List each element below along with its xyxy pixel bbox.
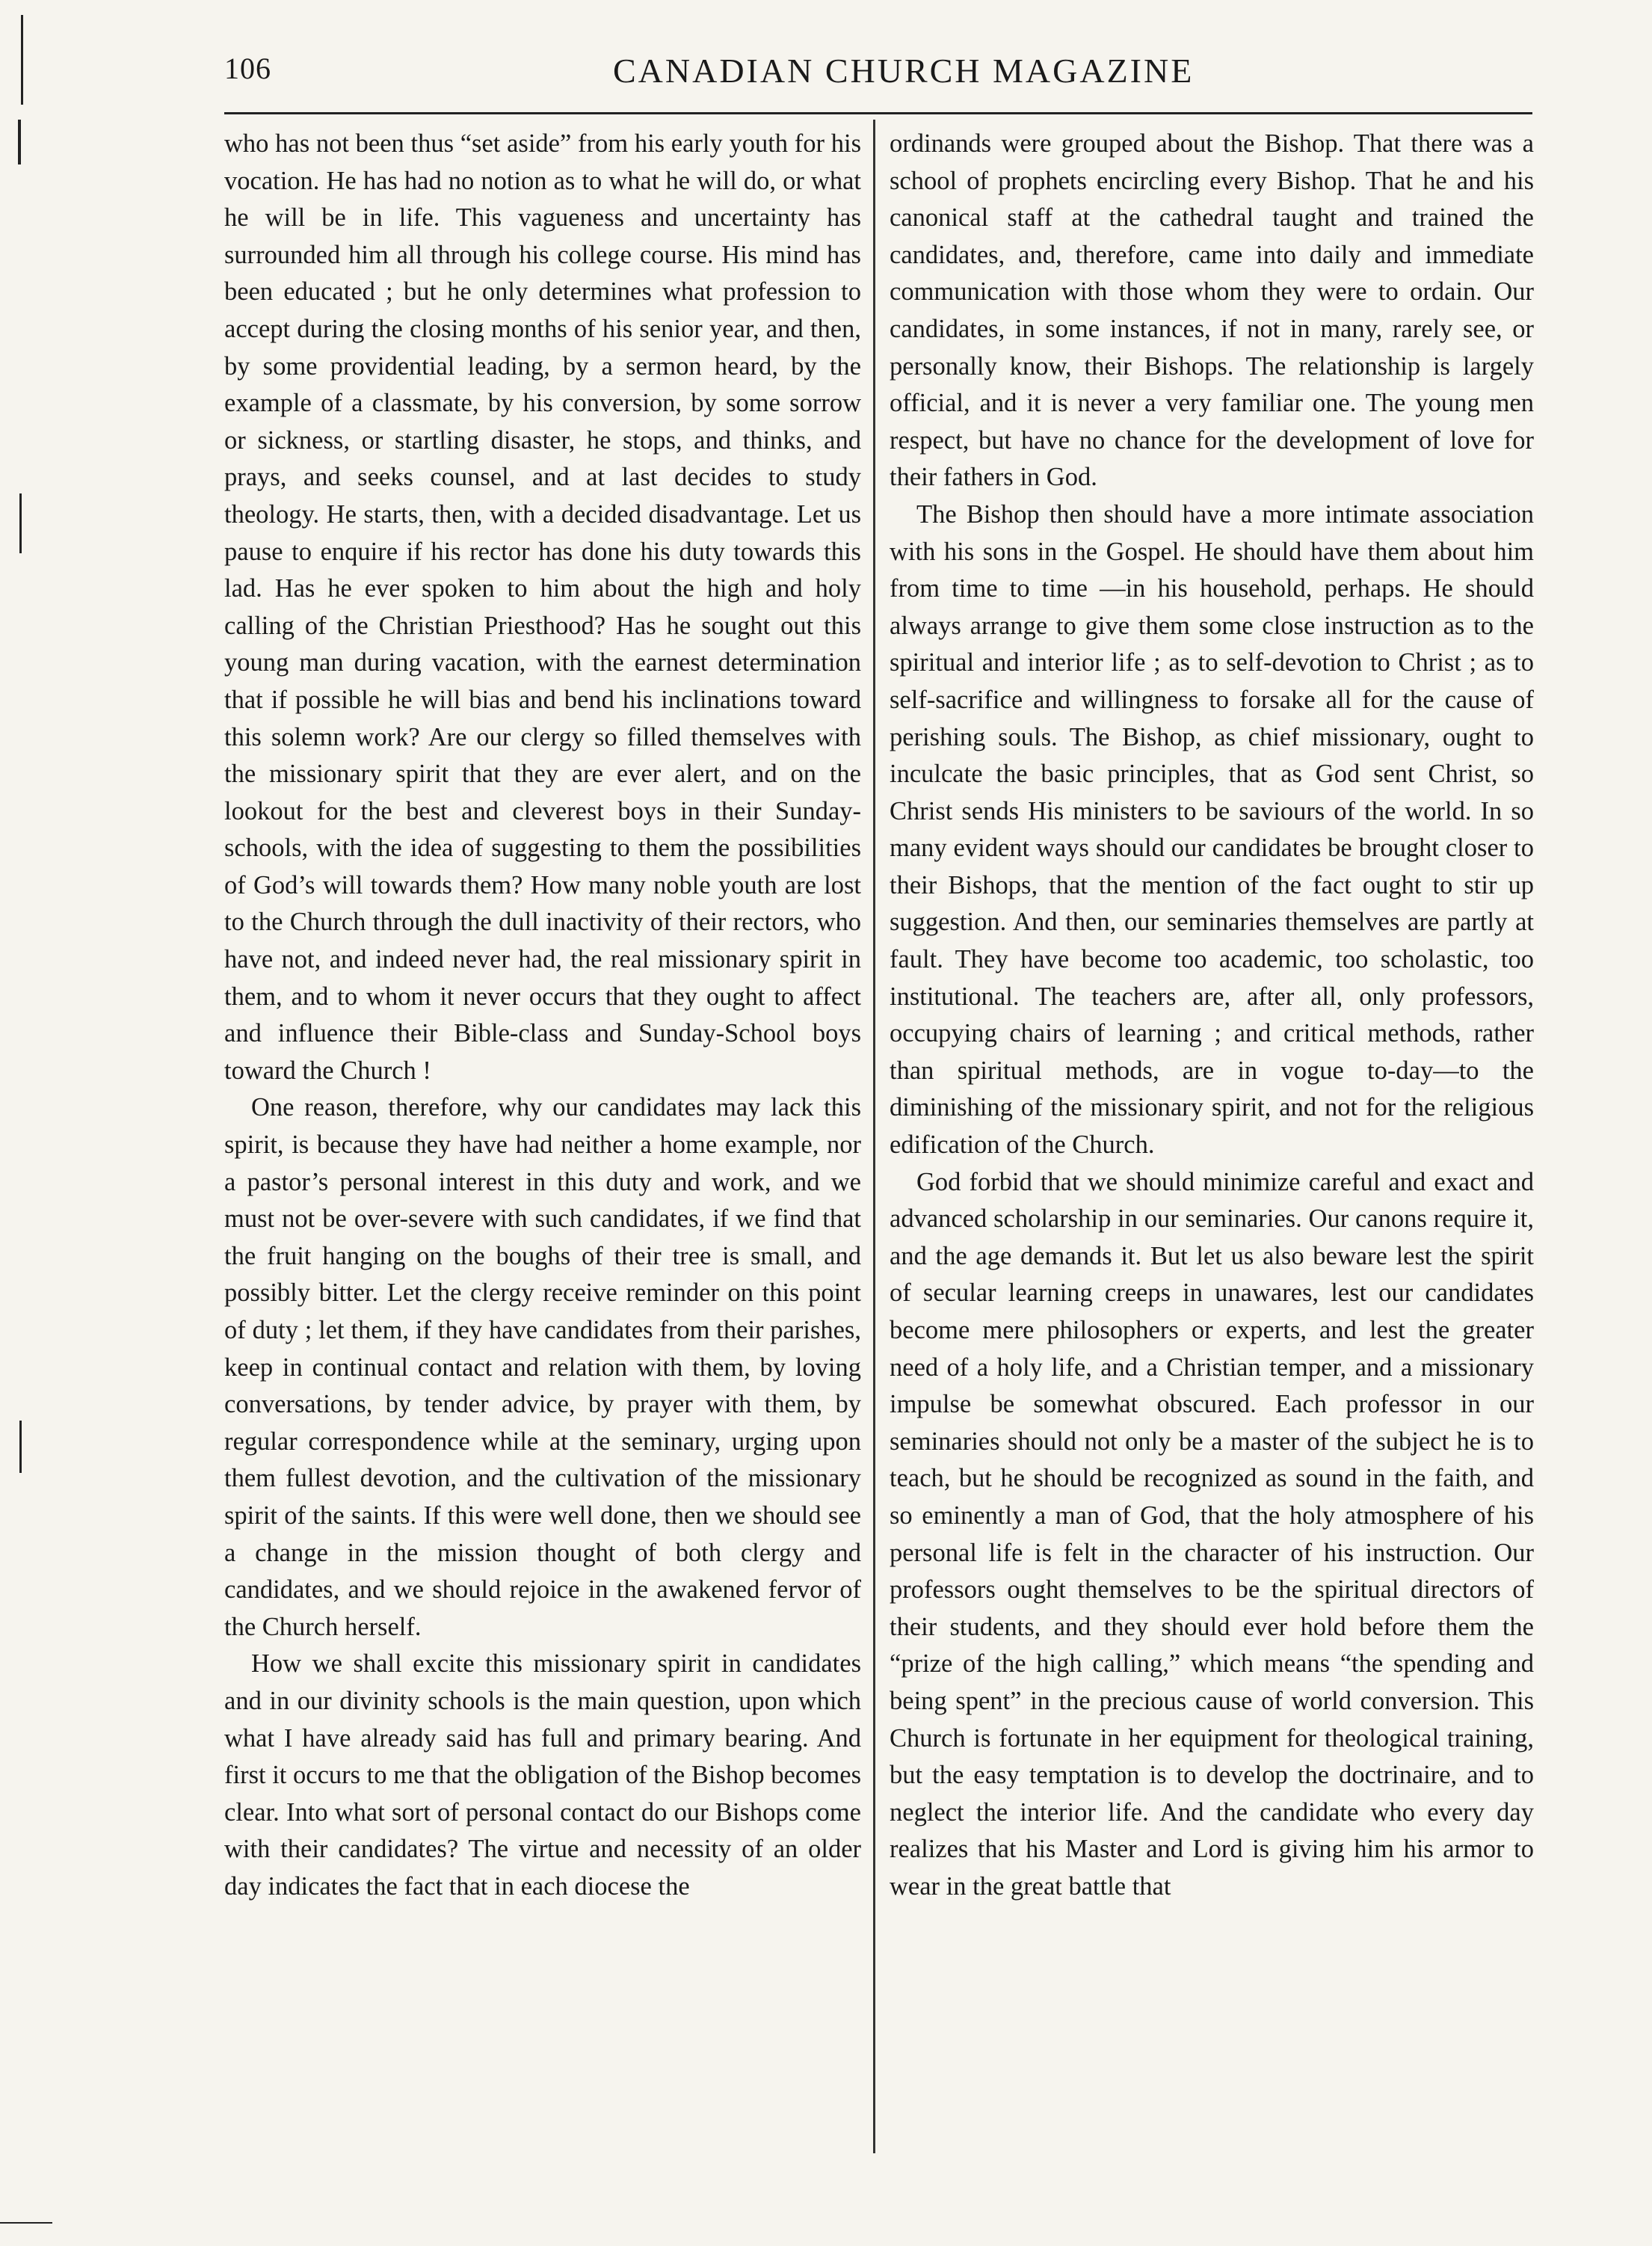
column-rule — [873, 120, 875, 2153]
magazine-title: CANADIAN CHURCH MAGAZINE — [613, 52, 1195, 90]
paragraph: who has not been thus “set aside” from his early youth for his vocation. He has had no notion as to what he will do, or what he will be in life. This vagueness and uncertainty has surrounded him all through his college course. His mind has been educated ; but he only determines what profession to accept during the closing months of his senior year, and then, by some providential leading, by a sermon heard, by the example of a classmate, by his conversion, by some sorrow or sickness, or startling disaster, he stops, and thinks, and prays, and seeks counsel, and at last decides to study theology. He starts, then, with a decided disadvantage. Let us pause to enquire if his rector has done his duty towards this lad. Has he ever spoken to him about the high and holy calling of the Christian Priesthood? Has he sought out this young man during vacation, with the earnest determination that if possible he will bias and bend his inclinations toward this solemn work? Are our clergy so filled themselves with the missionary spirit that they are ever alert, and on the lookout for the best and cleverest boys in their Sunday-schools, with the idea of suggesting to them the possibilities of God’s will towards them? How many noble youth are lost to the Church through the dull inactivity of their rectors, who have not, and indeed never had, the real missionary spirit in them, and to whom it never occurs that they ought to affect and influence their Bible-class and Sunday-School boys toward the Church ! — [224, 129, 861, 1085]
paragraph: ordinands were grouped about the Bishop. That there was a school of prophets encircling every Bishop. That he and his canonical staff at the cathedral taught and trained the candidates, and, therefore, came into daily and immediate communication with those whom they were to ordain. Our candidates, in some instances, if not in many, rarely see, or personally know, their Bishops. The relationship is largely official, and it is never a very familiar one. The young men respect, but have no chance for the development of love for their fathers in God. — [890, 129, 1534, 492]
page-header — [224, 51, 1532, 103]
left-column — [224, 126, 861, 2159]
paragraph: How we shall excite this missionary spirit in candidates and in our divinity schools is the main question, upon which what I have already said has full and primary bearing. And first it occurs to me that the obligation of the Bishop becomes clear. Into what sort of personal contact do our Bishops come with their candidates? The virtue and necessity of an older day indicates the fact that in each diocese the — [224, 1649, 861, 1901]
paragraph: The Bishop then should have a more intimate association with his sons in the Gospel. He should have them about him from time to time —in his household, perhaps. He should always arrange to give them some close instruction as to the spiritual and interior life ; as to self-devotion to Christ ; as to self-sacrifice and willingness to forsake all for the cause of perishing souls. The Bishop, as chief missionary, ought to inculcate the basic principles, that as God sent Christ, so Christ sends His ministers to be saviours of the world. In so many evident ways should our candidates be brought closer to their Bishops, that the mention of the fact ought to stir up suggestion. And then, our seminaries themselves are partly at fault. They have become too academic, too scholastic, too institutional. The teachers are, after all, only professors, occupying chairs of learning ; and critical methods, rather than spiritual methods, are in vogue to-day—to the diminishing of the missionary spirit, and not for the religious edification of the Church. — [890, 499, 1534, 1160]
header-rule — [224, 112, 1532, 114]
paragraph: One reason, therefore, why our candidates may lack this spirit, is because they have had neither a home example, nor a pastor’s personal interest in this duty and work, and we must not be over-severe with such candidates, if we find that the fruit hanging on the boughs of their tree is small, and possibly bitter. Let the clergy receive reminder on this point of duty ; let them, if they have candidates from their parishes, keep in continual contact and relation with them, by loving conversations, by tender advice, by prayer with them, by regular correspondence while at the seminary, urging upon them fullest devotion, and the cultivation of the missionary spirit of the saints. If this were well done, then we should see a change in the mission thought of both clergy and candidates, and we should rejoice in the awakened fervor of the Church herself. — [224, 1093, 861, 1641]
right-column — [890, 126, 1534, 2159]
paragraph: God forbid that we should minimize careful and exact and advanced scholarship in our seminaries. Our canons require it, and the age demands it. But let us also beware lest the spirit of secular learning creeps in unawares, lest our candidates become mere philosophers or experts, and lest the greater need of a holy life, and a Christian temper, and a missionary impulse be somewhat obscured. Each professor in our seminaries should not only be a master of the subject he is to teach, but he should be recognized as sound in the faith, and so eminently a man of God, that the holy atmosphere of his personal life is felt in the character of his instruction. Our professors ought themselves to be the spiritual directors of their students, and they should ever hold before them the “prize of the high calling,” which means “the spending and being spent” in the precious cause of world conversion. This Church is fortunate in her equipment for theological training, but the easy temptation is to develop the doctrinaire, and to neglect the interior life. And the candidate who every day realizes that his Master and Lord is giving him his armor to wear in the great battle that — [890, 1167, 1534, 1901]
page-number: 106 — [224, 52, 271, 85]
binding-edge-mark — [19, 493, 22, 553]
binding-edge-mark — [19, 1421, 22, 1473]
binding-edge-mark — [21, 15, 23, 105]
binding-edge-mark — [0, 2222, 52, 2224]
binding-edge-mark — [18, 120, 21, 164]
